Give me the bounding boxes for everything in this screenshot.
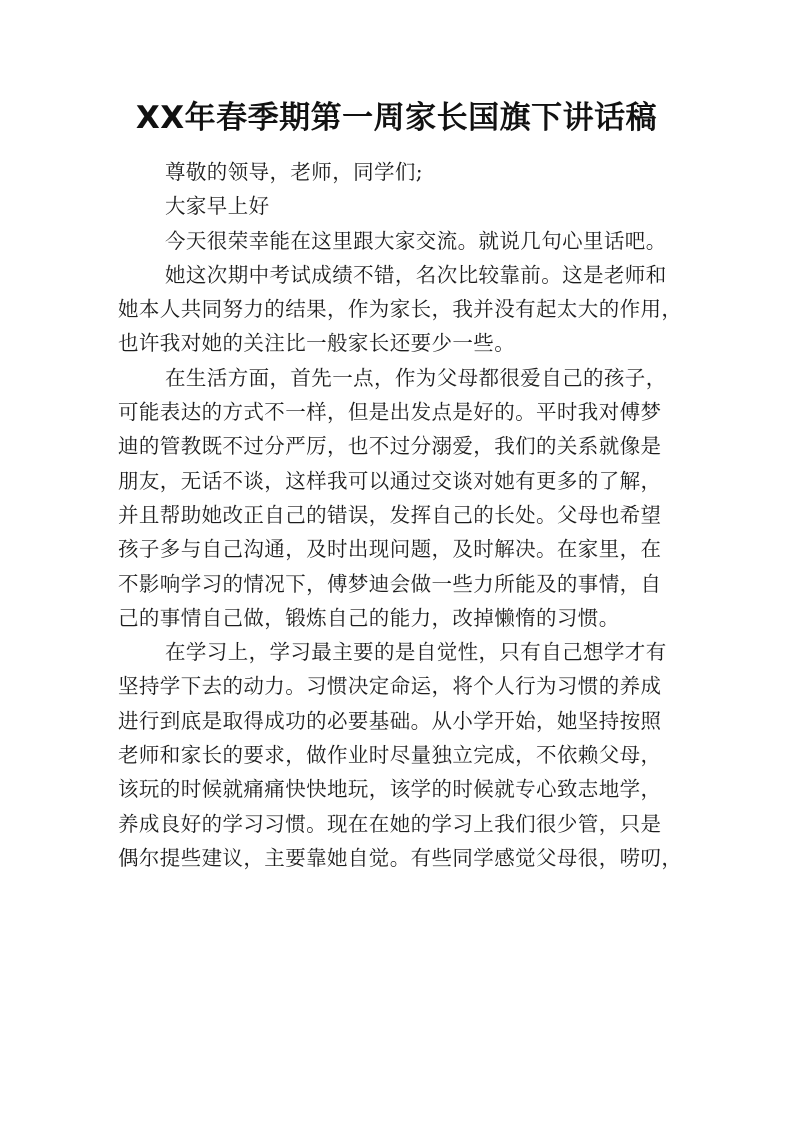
paragraph-line: 迪的管教既不过分严厉，也不过分溺爱，我们的关系就像是 [118, 434, 662, 459]
paragraph-line: 养成良好的学习习惯。现在在她的学习上我们很少管，只是 [118, 811, 662, 836]
paragraph-line: 在学习上，学习最主要的是自觉性，只有自己想学才有 [165, 640, 667, 665]
paragraph-line: 坚持学下去的动力。习惯决定命运，将个人行为习惯的养成 [118, 674, 662, 699]
greeting-line: 大家早上好 [165, 194, 270, 219]
paragraph-line: 进行到底是取得成功的必要基础。从小学开始，她坚持按照 [118, 708, 662, 733]
paragraph-line: 孩子多与自己沟通，及时出现问题，及时解决。在家里，在 [118, 537, 662, 562]
paragraph-line: 可能表达的方式不一样，但是出发点是好的。平时我对傅梦 [118, 400, 662, 425]
paragraph-line: 该玩的时候就痛痛快快地玩，该学的时候就专心致志地学， [118, 777, 662, 802]
paragraph-line: 老师和家长的要求，做作业时尽量独立完成，不依赖父母， [118, 743, 662, 768]
document-title: XX年春季期第一周家长国旗下讲话稿 [135, 100, 658, 136]
paragraph-line: 不影响学习的情况下，傅梦迪会做一些力所能及的事情，自 [118, 571, 662, 596]
paragraph-line: 也许我对她的关注比一般家长还要少一些。 [118, 331, 516, 356]
paragraph-line: 在生活方面，首先一点，作为父母都很爱自己的孩子， [165, 365, 667, 390]
paragraph-line: 并且帮助她改正自己的错误，发挥自己的长处。父母也希望 [118, 502, 662, 527]
paragraph-line: 她本人共同努力的结果，作为家长，我并没有起太大的作用， [118, 297, 683, 322]
document-body [118, 155, 683, 875]
paragraph-line: 她这次期中考试成绩不错，名次比较靠前。这是老师和 [165, 262, 667, 287]
paragraph-line: 今天很荣幸能在这里跟大家交流。就说几句心里话吧。 [165, 228, 667, 253]
salutation-line: 尊敬的领导，老师，同学们; [165, 160, 424, 184]
paragraph-line: 偶尔提些建议，主要靠她自觉。有些同学感觉父母很，唠叨， [118, 845, 683, 870]
paragraph-line: 朋友，无话不谈，这样我可以通过交谈对她有更多的了解， [118, 468, 662, 493]
paragraph-line: 己的事情自己做，锻炼自己的能力，改掉懒惰的习惯。 [118, 605, 620, 630]
